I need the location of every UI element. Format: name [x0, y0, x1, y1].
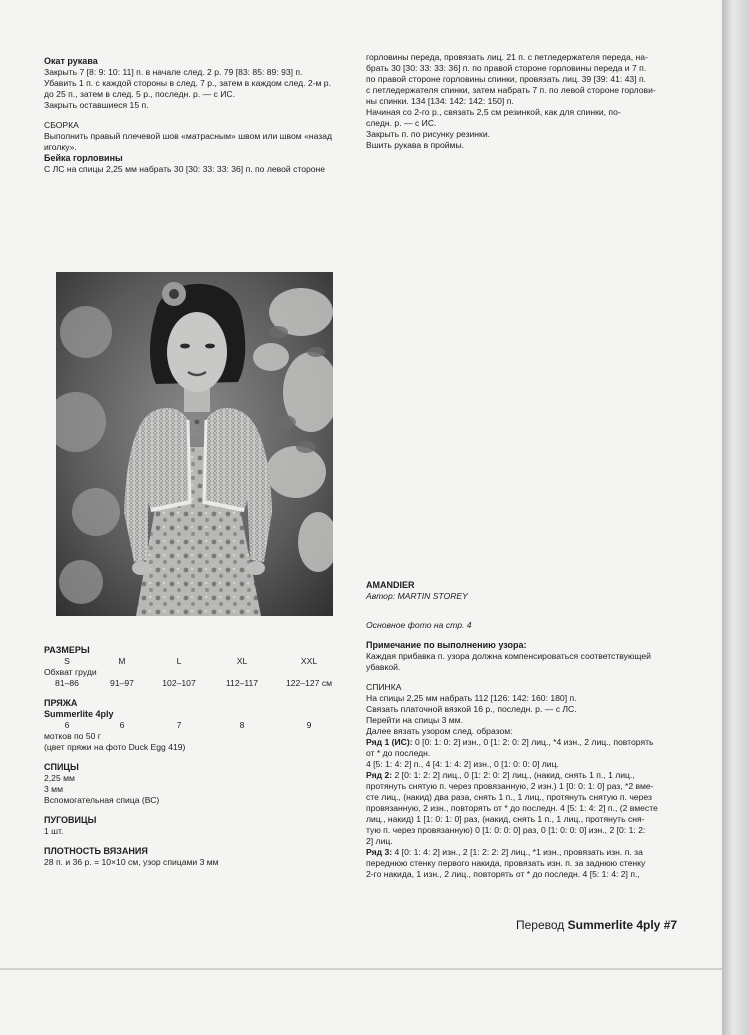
note-line: убавкой. [366, 662, 401, 672]
bust-unit: см [321, 678, 333, 688]
sleeve-line: Убавить 1 п. с каждой стороны в след. 7 р., затем в каждом след. 2-м р. [44, 78, 331, 88]
assembly-line: Выполнить правый плечевой шов «матрасным» швом или швом «назад [44, 131, 333, 141]
sleeve-heading: Окат рукава [44, 56, 98, 66]
sleeve-cap-section [44, 56, 349, 175]
row2-line: 2] лиц. [366, 836, 393, 846]
pattern-author: Автор: MARTIN STOREY [366, 591, 468, 601]
text-line: Начиная со 2-го р., связать 2,5 см резинкой, как для спинки, по- [366, 107, 621, 117]
row3-label: Ряд 3: [366, 847, 393, 857]
note-line: Каждая прибавка п. узора должна компенсироваться соответствующей [366, 651, 651, 661]
pattern-title: AMANDIER [366, 580, 415, 590]
row2-line: провязанную, 2 изн., повторять от * до последн. 4 [5: 1: 4: 2] п., (2 вместе [366, 803, 658, 813]
row2-line [366, 770, 672, 781]
gauge-heading: ПЛОТНОСТЬ ВЯЗАНИЯ [44, 846, 148, 856]
page-footer [516, 918, 677, 932]
row3-text: 4 [0: 1: 4: 2] изн., 2 [1: 2: 2: 2] лиц., *1 изн., провязать изн. п. за [392, 847, 643, 857]
bust-value: 112–117 [225, 678, 259, 688]
needles-heading: СПИЦЫ [44, 762, 79, 772]
sleeve-line: Закрыть 7 [8: 9: 10: 11] п. в начале след. 2 р. 79 [83: 85: 89: 93] п. [44, 67, 303, 77]
yarn-value: 6 [64, 720, 70, 730]
row2-line: лиц., накид) 1 [1: 0: 1: 0] раз, (накид, снять 1 п., 1 лиц., протянуть сня- [366, 814, 645, 824]
yarn-value: 6 [119, 720, 125, 730]
specifications-section [44, 645, 344, 868]
text-line: брать 30 [30: 33: 33: 36] п. по правой стороне горловины переда и 7 п. [366, 63, 647, 73]
text-line: ны спинки. 134 [134: 142: 142: 150] п. [366, 96, 514, 106]
row2-label: Ряд 2: [366, 770, 393, 780]
size-label: S [64, 656, 70, 666]
row1-line [366, 737, 672, 748]
photo-reference: Основное фото на стр. 4 [366, 620, 472, 630]
note-heading: Примечание по выполнению узора: [366, 640, 527, 650]
row3-line: переднюю стенку первого накида, провязать изн. п. за заднюю стенку [366, 858, 646, 868]
neckband-heading: Бейка горловины [44, 153, 123, 163]
model-photo [56, 272, 333, 616]
buttons-line: 1 шт. [44, 826, 64, 836]
gauge-line: 28 п. и 36 р. = 10×10 см, узор спицами 3 мм [44, 857, 219, 867]
neckband-continued-section [366, 52, 672, 151]
size-label: XXL [300, 656, 318, 666]
needles-line: 3 мм [44, 784, 63, 794]
yarn-unit-line: мотков по 50 г [44, 731, 101, 741]
yarn-heading: ПРЯЖА [44, 698, 78, 708]
row2-line: протянуть снятую п. через провязанную, 2 изн.) 1 [0: 0: 1: 0] раз, *2 вме- [366, 781, 654, 791]
yarn-value: 9 [306, 720, 312, 730]
size-label: L [176, 656, 182, 666]
buttons-heading: ПУГОВИЦЫ [44, 815, 97, 825]
text-line: с петледержателя спинки, затем набрать 7 п. по левой стороне горлови- [366, 85, 656, 95]
text-line: Вшить рукава в проймы. [366, 140, 465, 150]
assembly-heading: СБОРКА [44, 120, 79, 130]
text-line: Закрыть п. по рисунку резинки. [366, 129, 491, 139]
yarn-name: Summerlite 4ply [44, 709, 114, 719]
bust-values-row [38, 678, 344, 689]
row2-text: 2 [0: 1: 2: 2] лиц., 0 [1: 2: 0: 2] лиц., (накид, снять 1 п., 1 лиц., [392, 770, 635, 780]
page-edge-shadow [722, 0, 750, 1035]
row3-line [366, 847, 672, 858]
size-labels-row [38, 656, 344, 667]
bust-value [274, 678, 344, 689]
needles-line: Вспомогательная спица (ВС) [44, 795, 160, 805]
yarn-value: 7 [176, 720, 182, 730]
sleeve-line: Закрыть оставшиеся 15 п. [44, 100, 149, 110]
footer-prefix: Перевод [516, 918, 565, 932]
row2-line: тую п. через провязанную) 0 [1: 0: 0: 0] раз, 0 [1: 0: 0: 0] изн., 2 [0: 1: 2: [366, 825, 646, 835]
row1-line: 4 [5: 1: 4: 2] п., 4 [4: 1: 4: 2] изн., 0 [1: 0: 0: 0] лиц. [366, 759, 559, 769]
row1-text: 0 [0: 1: 0: 2] изн., 0 [1: 2: 0: 2] лиц., *4 изн., 2 лиц., повторять [412, 737, 654, 747]
row1-label: Ряд 1 (ИС): [366, 737, 413, 747]
text-line: по правой стороне горловины спинки, провязать лиц. 39 [39: 41: 43] п. [366, 74, 647, 84]
pattern-section [366, 580, 672, 880]
size-label: XL [236, 656, 248, 666]
bust-value: 81–86 [55, 678, 79, 688]
back-heading: СПИНКА [366, 682, 402, 692]
sizes-heading: РАЗМЕРЫ [44, 645, 90, 655]
neckband-line: С ЛС на спицы 2,25 мм набрать 30 [30: 33: 33: 36] п. по левой стороне [44, 164, 326, 174]
assembly-line: иголку». [44, 142, 77, 152]
bust-value: 91–97 [110, 678, 134, 688]
back-line: На спицы 2,25 мм набрать 112 [126: 142: 160: 180] п. [366, 693, 577, 703]
row3-line: 2-го накида, 1 изн., 2 лиц., повторять от * до последн. 4 [5: 1: 4: 2] п., [366, 869, 640, 879]
scan-artifact-line [0, 968, 722, 970]
sleeve-line: до 25 п., затем в след. 5 р., последн. р. — с ИС. [44, 89, 236, 99]
page-number: #7 [663, 918, 678, 932]
needles-line: 2,25 мм [44, 773, 75, 783]
yarn-color-line: (цвет пряжи на фото Duck Egg 419) [44, 742, 186, 752]
size-label: M [118, 656, 126, 666]
footer-yarn: Summerlite 4ply [567, 918, 661, 932]
back-line: Далее вязать узором след. образом: [366, 726, 513, 736]
bust-value: 102–107 [162, 678, 196, 688]
back-line: Перейти на спицы 3 мм. [366, 715, 463, 725]
yarn-value: 8 [239, 720, 245, 730]
text-line: следн. р. — с ИС. [366, 118, 437, 128]
back-line: Связать платочной вязкой 16 р., последн. р. — с ЛС. [366, 704, 577, 714]
text-line: горловины переда, провязать лиц. 21 п. с петледержателя переда, на- [366, 52, 648, 62]
row1-line: от * до последн. [366, 748, 431, 758]
bust-label: Обхват груди [44, 667, 97, 677]
yarn-values-row [38, 720, 344, 731]
row2-line: сте лиц., (накид) два раза, снять 1 п., 1 лиц., протянуть снятую п. через [366, 792, 652, 802]
bust-value-last: 122–127 [285, 678, 320, 688]
